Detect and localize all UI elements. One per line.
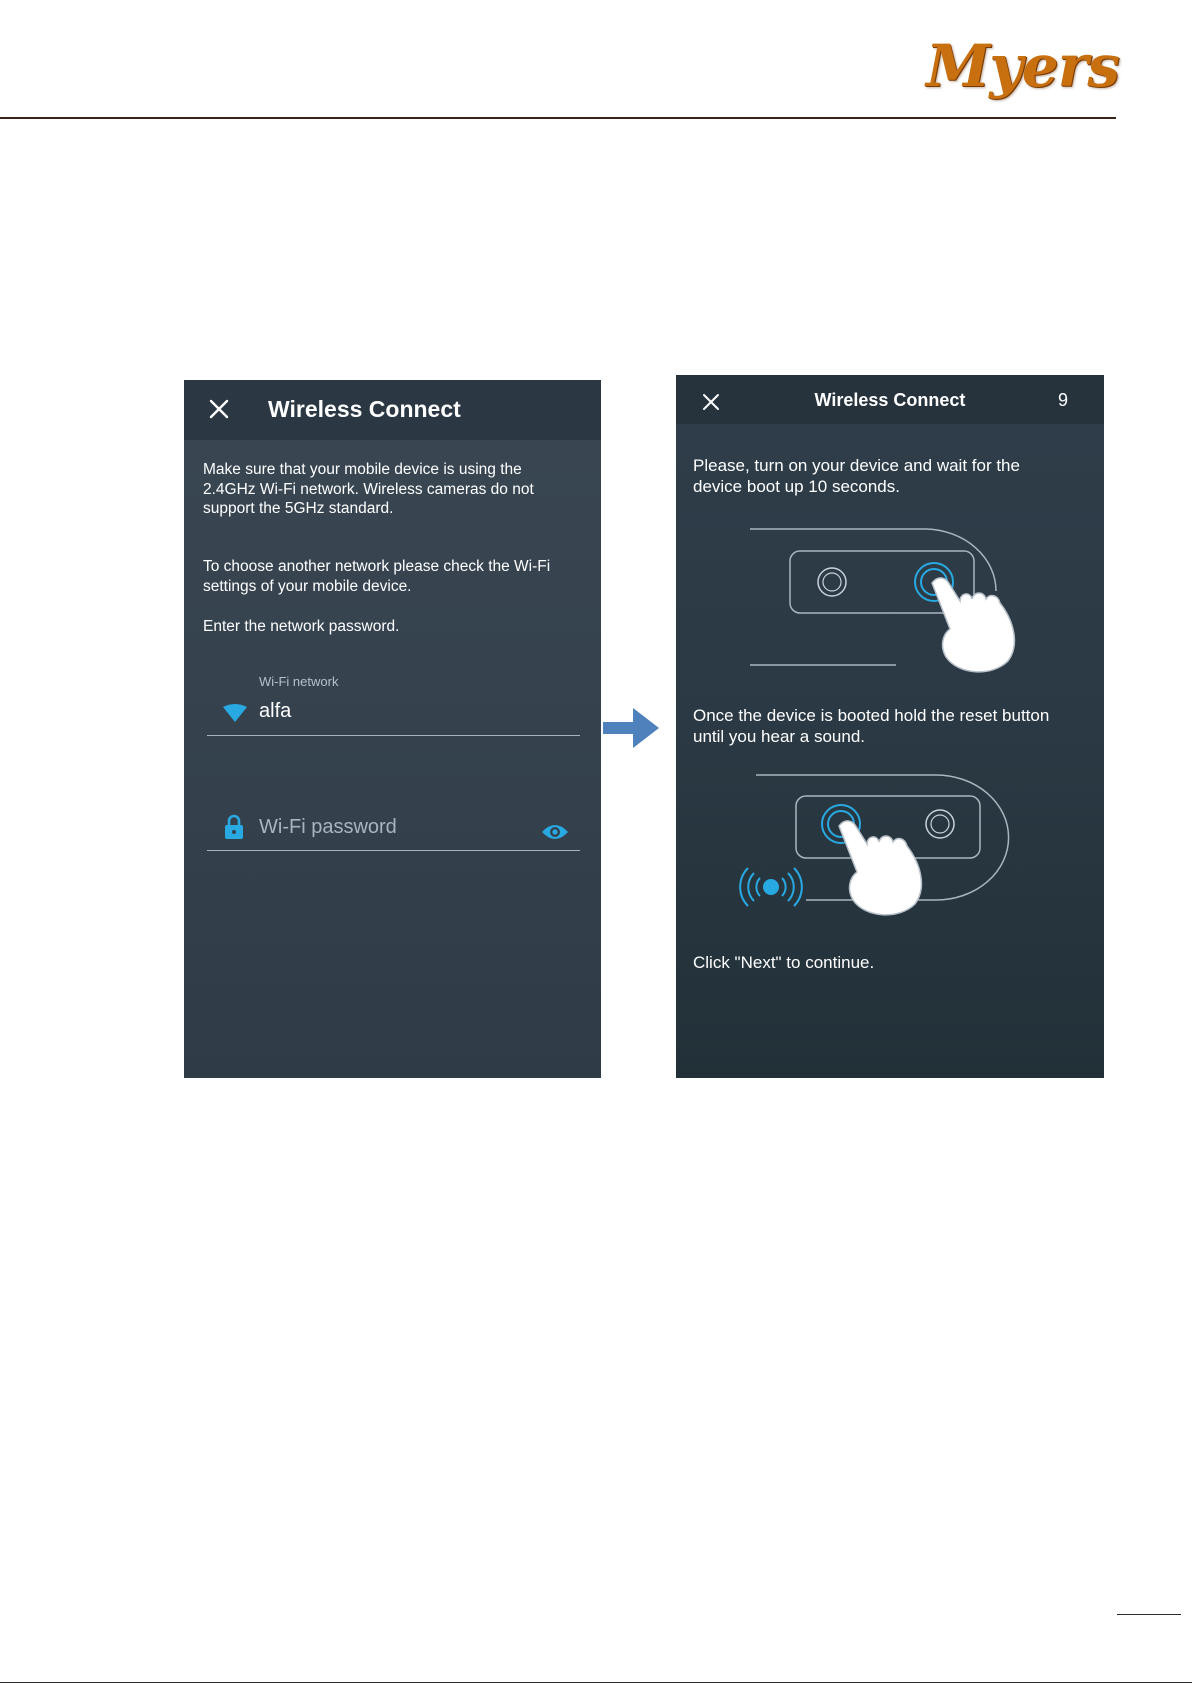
title-bar	[676, 375, 1104, 424]
text-line: Make sure that your mobile device is using the	[203, 461, 522, 478]
title-bar	[184, 380, 601, 440]
reset-button-illustration	[736, 770, 1046, 920]
next-step-arrow-icon	[603, 705, 661, 751]
screen-title: Wireless Connect	[814, 390, 966, 410]
power-button-illustration	[746, 525, 1046, 675]
text-line: 2.4GHz Wi-Fi network. Wireless cameras do not	[203, 480, 534, 498]
logo-text: Myers	[926, 32, 1120, 100]
power-on-note	[693, 455, 1020, 497]
text-line: device boot up 10 seconds.	[693, 477, 900, 496]
screen-title: Wireless Connect	[268, 396, 461, 422]
field-underline	[207, 735, 580, 736]
text-line: support the 5GHz standard.	[203, 500, 394, 517]
wifi-password-input[interactable]: Wi-Fi password	[259, 816, 397, 838]
header-rule	[0, 117, 1116, 119]
network-change-note	[203, 557, 550, 596]
page-number-rule	[1117, 1614, 1181, 1615]
continue-note: Click "Next" to continue.	[693, 953, 875, 972]
text-line: Once the device is booted hold the reset button	[693, 706, 1050, 725]
text-line: Please, turn on your device and wait for the	[693, 456, 1020, 475]
reset-device-screen	[676, 375, 1104, 1078]
reset-button-note	[693, 705, 1049, 747]
text-line: settings of your mobile device.	[203, 577, 412, 595]
myers-logo	[926, 32, 1120, 102]
wifi-band-note	[203, 460, 534, 519]
lock-icon	[223, 814, 245, 840]
wifi-icon	[222, 704, 248, 724]
text-line: until you hear a sound.	[693, 727, 866, 746]
footer-rule	[0, 1682, 1192, 1683]
text-line: To choose another network please check the Wi-Fi	[203, 558, 551, 575]
sound-wave-icon	[740, 868, 802, 906]
field-underline	[207, 850, 580, 851]
step-number: 9	[1057, 390, 1068, 410]
wifi-network-value: alfa	[259, 700, 292, 722]
field-label: Wi-Fi network	[259, 674, 339, 689]
close-icon[interactable]	[208, 398, 230, 420]
eye-icon[interactable]	[541, 823, 569, 841]
wifi-password-screen	[184, 380, 601, 1078]
enter-password-note: Enter the network password.	[203, 618, 400, 635]
